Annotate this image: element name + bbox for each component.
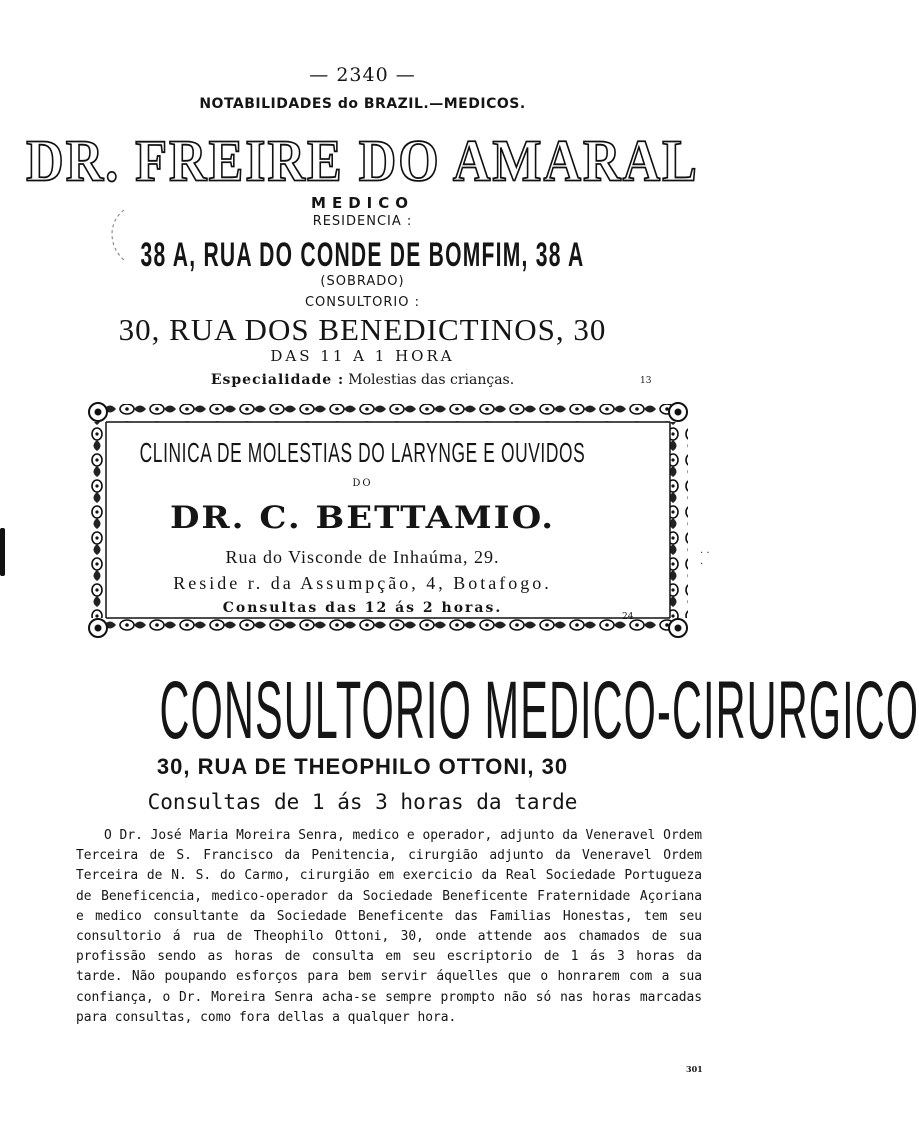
freire-specialty-label: Especialidade : [210, 372, 345, 388]
page-number: — 2340 — [309, 64, 416, 86]
freire-residence-note: (SOBRADO) [320, 274, 405, 289]
bettamio-hours: Consultas das 12 ás 2 horas. [222, 600, 503, 616]
clinic-ref-number: 301 [686, 1064, 703, 1074]
clinic-heading: CONSULTORIO MEDICO-CIRURGICO [159, 664, 919, 756]
bettamio-doctor-name: DR. C. BETTAMIO. [169, 500, 556, 536]
bettamio-address: Rua do Visconde de Inhaúma, 29. [225, 547, 500, 567]
freire-role: MEDICO [311, 194, 414, 212]
freire-specialty [0, 372, 725, 388]
freire-residence-address: 38 A, RUA DO CONDE DE BOMFIM, 38 A [140, 236, 585, 274]
bettamio-clinic-title: CLINICA DE MOLESTIAS DO LARYNGE E OUVIDOS [139, 437, 586, 468]
clinic-body-paragraph: O Dr. José Maria Moreira Senra, medico e operador, adjunto da Veneravel Ordem Terceira de S. Francisco da Penitencia, cirurgião adjunto da Veneravel Ordem Terceira de N. S. do Carmo, cirurgião em exercicio da Real Sociedade Portugueza de Beneficencia, medico-operador da Sociedade Beneficente Fraternidade Açoriana e medico consultante da Sociedade Beneficente das Familias Honestas, tem seu consultorio á rua de Theophilo Ottoni, 30, onde attende aos chamados de sua profissão sendo as horas de consulta em seu escriptorio de 1 ás 3 horas da tarde. Não poupando esforços para bem servir áquelles que o honrarem com a sua confiança, o Dr. Moreira Senra acha-se sempre prompto não só nas horas marcadas para consultas, como fora dellas a qualquer hora. [76, 828, 702, 1025]
freire-ref-number: 13 [640, 376, 652, 386]
running-head: NOTABILIDADES do BRAZIL.—MEDICOS. [199, 96, 526, 112]
freire-office-hours: DAS 11 A 1 HORA [270, 347, 455, 365]
freire-doctor-name: DR. FREIRE DO AMARAL [26, 128, 699, 195]
clinic-hours: Consultas de 1 ás 3 horas da tarde [147, 790, 578, 814]
freire-specialty-value: Molestias das crianças. [348, 372, 515, 388]
bettamio-residence: Reside r. da Assumpção, 4, Botafogo. [173, 573, 552, 593]
freire-office-address: 30, RUA DOS BENEDICTINOS, 30 [118, 312, 607, 347]
freire-office-label: CONSULTORIO : [304, 295, 421, 310]
clinic-address: 30, RUA DE THEOPHILO OTTONI, 30 [156, 754, 569, 779]
bettamio-connector: DO [352, 478, 373, 489]
clinic-body-text [76, 826, 702, 1028]
freire-residence-label: RESIDENCIA : [312, 214, 413, 229]
stray-mark [104, 206, 130, 266]
stray-dots: · · · [700, 548, 710, 570]
bettamio-ref-number: 24 [622, 612, 634, 622]
